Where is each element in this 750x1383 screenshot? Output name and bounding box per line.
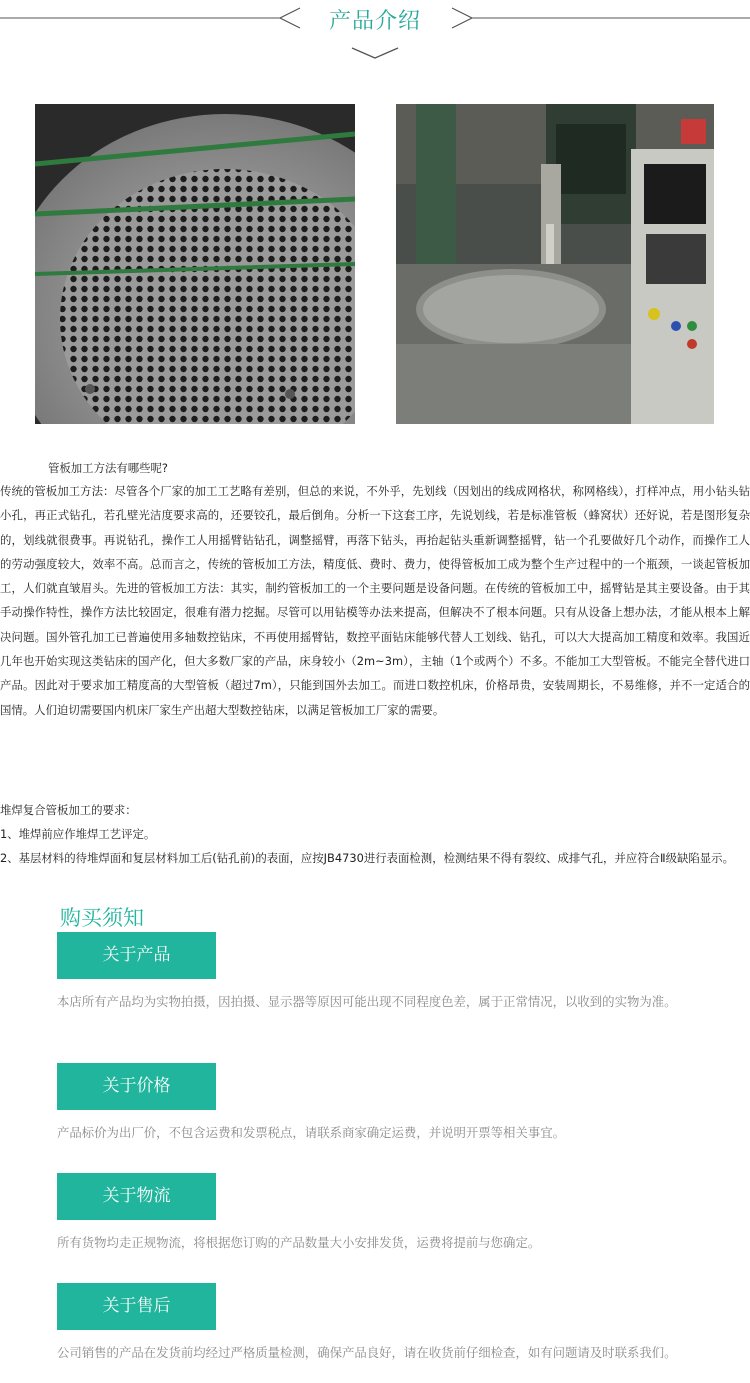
- page-title: 产品介绍: [328, 9, 421, 34]
- about-logistics-button[interactable]: 关于物流: [57, 1173, 216, 1220]
- about-price-text: 产品标价为出厂价，不包含运费和发票税点，请联系商家确定运费，并说明开票等相关事宜。: [57, 1125, 566, 1140]
- about-after-sales-text: 公司销售的产品在发货前均经过严格质量检测，确保产品良好，请在收货前仔细检查，如有问题请及时联系我们。: [57, 1345, 677, 1360]
- article-body: 传统的管板加工方法：尽管各个厂家的加工工艺略有差别，但总的来说，不外乎，先划线（因划出的线成网格状，称网格线），打样冲点，用小钻头钻小孔，再正式钻孔，若孔壁光洁度要求高的，还要铰孔，最后倒角。分析一下这套工序，先说划线，若是标准管板（蜂窝状）还好说，若是图形复杂的，划线就很费事。再说钻孔，操作工人用摇臂钻钻孔，调整摇臂，再落下钻头，再抬起钻头重新调整摇臂，钻一个孔要做好几个动作，而操作工人的劳动强度较大，效率不高。总而言之，传统的管板加工方法，精度低、费时、费力，使得管板加工成为整个生产过程中的一个瓶颈，一谈起管板加工，人们就直皱眉头。先进的管板加工方法：其实，制约管板加工的一个主要问题是设备问题。在传统的管板加工中，摇臂钻是其主要设备。由于其手动操作特性，操作方法比较固定，很难有潜力挖掘。尽管可以用钻模等办法来提高，但解决不了根本问题。只有从设备上想办法，才能从根本上解决问题。国外管孔加工已普遍使用多轴数控钻床，不再使用摇臂钻，数控平面钻床能够代替人工划线、钻孔，可以大大提高加工精度和效率。我国近几年也开始实现这类钻床的国产化，但大多数厂家的产品，床身较小（2m~3m），主轴（1个或两个）不多。不能加工大型管板。不能完全替代进口产品。因此对于要求加工精度高的大型管板（超过7m），只能到国外去加工。而进口数控机床，价格昂贵，安装周期长，不易维修，并不一定适合的国情。人们迫切需要国内机床厂家生产出超大型数控钻床，以满足管板加工厂家的需要。: [0, 484, 750, 717]
- section-header: [0, 0, 750, 70]
- about-logistics-text: 所有货物均走正规物流，将根据您订购的产品数量大小安排发货，运费将提前与您确定。: [57, 1235, 541, 1250]
- requirement-item-1: 1、堆焊前应作堆焊工艺评定。: [0, 827, 156, 841]
- purchase-notice-title: 购买须知: [60, 906, 144, 930]
- drilling-machine-photo: [396, 104, 714, 424]
- about-after-sales-button[interactable]: 关于售后: [57, 1283, 216, 1330]
- about-product-button[interactable]: 关于产品: [57, 932, 216, 979]
- about-price-button[interactable]: 关于价格: [57, 1063, 216, 1110]
- about-product-text: 本店所有产品均为实物拍摄，因拍摄、显示器等原因可能出现不同程度色差，属于正常情况，以收到的实物为准。: [57, 994, 677, 1009]
- requirements-title: 堆焊复合管板加工的要求：: [0, 803, 137, 817]
- article-heading: 管板加工方法有哪些呢?: [48, 461, 168, 475]
- requirement-item-2: 2、基层材料的待堆焊面和复层材料加工后(钻孔前)的表面，应按JB4730进行表面检测，检测结果不得有裂纹、成排气孔，并应符合Ⅱ级缺陷显示。: [0, 851, 734, 865]
- tube-sheet-photo: [35, 104, 355, 424]
